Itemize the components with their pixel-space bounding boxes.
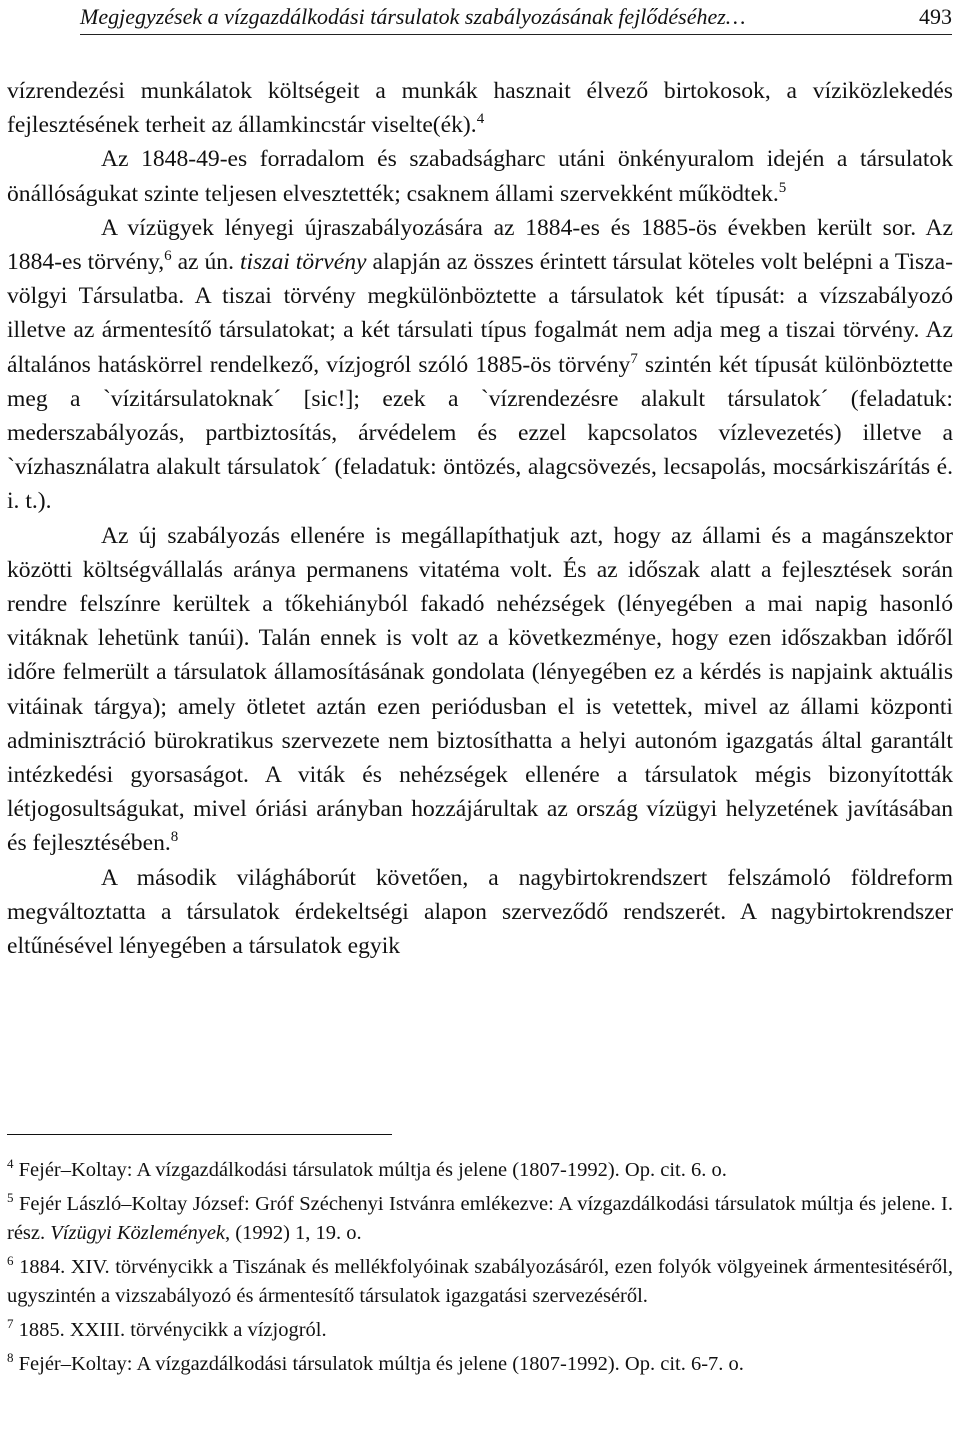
- paragraph-3-italic: tiszai törvény: [239, 249, 367, 276]
- footnote-text: 1884. XIV. törvénycikk a Tiszának és mellékfolyóinak szabályozásáról, ezen folyók völgyeinek ármentesitéséről, ugyszintén a vizszabályozó és ármentesítő társulatok igazgatási szervezéséről.: [7, 1255, 953, 1308]
- footnote-4: [7, 1156, 953, 1186]
- footnote-text: Fejér László–Koltay József: Gróf Széchenyi Istvánra emlékezve: A vízgazdálkodási társulatok múltja és jelene. I. rész.: [7, 1192, 953, 1245]
- footnote-8: [7, 1350, 953, 1380]
- body-text: [7, 74, 953, 963]
- footnote-ref-8[interactable]: 8: [170, 829, 179, 846]
- footnote-text: , (1992) 1, 19. o.: [225, 1222, 362, 1245]
- paragraph-3-text-b: az ún.: [171, 249, 240, 276]
- footnote-text: 1885. XXIII. törvénycikk a vízjogról.: [18, 1318, 327, 1341]
- footnote-ref-5[interactable]: 5: [778, 179, 787, 196]
- paragraph-4-text: Az új szabályozás ellenére is megállapíthatjuk azt, hogy az állami és a magánszektor közötti költségvállalás aránya permanens vitatéma volt. És az időszak alatt a fejlesztések során rendre felszínre kerültek a tőkehiányból fakadó nehézségek (lényegében a mai napig hasonló vitáknak lehetünk tanúi). Talán ennek is volt az a következménye, hogy ezen időszakban időről időre felmerült a társulatok államosításának gondolata (lényegében ez a kérdés is napjaink aktuális vitáinak tárgya); amely ötletet aztán ezen periódusban el is vetettek, mivel az állami központi adminisztráció bürokratikus szervezete nem biztosíthatta a helyi autonóm igazgatás által garantált intézkedési gyorsaságot. A viták és nehézségek ellenére a társulatok mégis bizonyították létjogosultságukat, mivel óriási arányban hozzájárultak az ország vízügyi helyzetének javításában és fejlesztésében.: [7, 522, 953, 857]
- footnote-number: 6: [7, 1252, 14, 1268]
- footnote-6: [7, 1253, 953, 1312]
- footnote-number: 4: [7, 1156, 14, 1171]
- footnote-ref-4[interactable]: 4: [476, 111, 485, 128]
- paragraph-4: [7, 519, 953, 861]
- footnote-separator: [7, 1134, 392, 1135]
- paragraph-3-text-a: A vízügyek lényegi újraszabályozására az 1884-es és 1885-ös években került sor. Az 1884-es törvény,: [7, 214, 953, 276]
- page-number: 493: [919, 4, 952, 29]
- footnote-number: 7: [7, 1315, 14, 1331]
- paragraph-5: [7, 861, 953, 964]
- header-title: Megjegyzések a vízgazdálkodási társulatok szabályozásának fejlődéséhez…: [80, 4, 746, 29]
- footnotes: [7, 1156, 953, 1379]
- footnote-text: Fejér–Koltay: A vízgazdálkodási társulatok múltja és jelene (1807-1992). Op. cit. 6-7. o.: [18, 1352, 744, 1375]
- paragraph-1: [7, 74, 953, 142]
- paragraph-1-text: vízrendezési munkálatok költségeit a munkák hasznait élvező birtokosok, a víziközlekedés fejlesztésének terheit az államkincstár viselte(ék).: [7, 78, 953, 139]
- footnote-ref-6[interactable]: 6: [164, 248, 172, 265]
- footnote-number: 8: [7, 1349, 14, 1365]
- footnote-number: 5: [7, 1189, 14, 1205]
- paragraph-2-text: Az 1848-49-es forradalom és szabadságharc utáni önkényuralom idején a társulatok önállóságukat szinte teljesen elvesztették; csaknem állami szervekként működtek.: [7, 146, 953, 207]
- footnote-7: [7, 1316, 953, 1346]
- footnote-5: [7, 1190, 953, 1249]
- paragraph-3-text-d: szintén két típusát különböztette meg a `vízitársulatoknak´ [sic!]; ezek a `vízrendezésre alakult társulatok´ (feladatuk: mederszabályozás, partbiztosítás, árvédelem és ezzel kapcsolatos vízlevezetés) illetve a `vízhasználatra alakult társulatok´ (feladatuk: öntözés, alagcsövezés, lecsapolás, mocsárkiszárítás é. i. t.).: [7, 351, 953, 515]
- footnote-ref-7[interactable]: 7: [630, 350, 638, 367]
- paragraph-5-text: A második világháborút követően, a nagybirtokrendszert felszámoló földreform megváltoztatta a társulatok érdekeltségi alapon szerveződő rendszerét. A nagybirtokrendszer eltűnésével lényegében a társulatok egyik: [7, 864, 953, 960]
- footnote-journal-title: Vízügyi Közlemények: [50, 1222, 226, 1245]
- paragraph-3-text-c: alapján az összes érintett társulat köteles volt belépni a Tisza-völgyi Társulatba. A tiszai törvény megkülönböztette a társulatok két típusát: a vízszabályozó illetve az ármentesítő társulatokat; a két társulati típus fogalmát nem adja meg a tiszai törvény. Az általános hatáskörrel rendelkező, vízjogról szóló 1885-ös törvény: [7, 249, 953, 378]
- paragraph-3: [7, 211, 953, 519]
- paragraph-2: [7, 142, 953, 210]
- running-header: [80, 0, 952, 35]
- footnote-text: Fejér–Koltay: A vízgazdálkodási társulatok múltja és jelene (1807-1992). Op. cit. 6. o.: [18, 1159, 727, 1181]
